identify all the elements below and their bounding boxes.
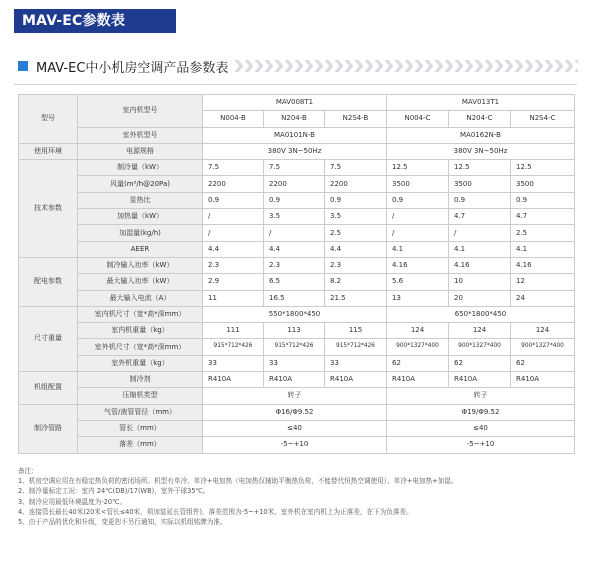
note-item: 4、连接管长最长40米(20米<管长≤40米，须加装延长管组件)，落差范围为-5~+10米，室外机在室内机上为正落差，在下为负落差。	[18, 507, 413, 516]
cell-value: 115	[325, 323, 387, 339]
cell-value: 111	[203, 323, 264, 339]
section-title-text: MAV-EC中小机房空调产品参数表	[36, 60, 229, 76]
chevron-icon	[254, 60, 263, 72]
chevron-icon	[494, 60, 503, 72]
cell-value: 33	[203, 355, 264, 371]
cell-value: 转子	[387, 388, 575, 404]
row-label: 制冷输入功率（kW）	[78, 257, 203, 273]
cell-value: 3.5	[325, 209, 387, 225]
table-row	[19, 420, 575, 436]
group-unit-config: 机组配置	[19, 372, 78, 405]
header-indoor-model: 室内机型号	[78, 95, 203, 128]
chevron-icon	[414, 60, 423, 72]
cell-value: 0.9	[203, 192, 264, 208]
row-label: 风量(m³/h@20Pa)	[78, 176, 203, 192]
group-tech: 技术参数	[19, 160, 78, 258]
row-label: 最大输入电流（A）	[78, 290, 203, 306]
row-label: 制冷剂	[78, 372, 203, 388]
sub-model: N204-C	[449, 111, 511, 127]
chevron-icon	[554, 60, 563, 72]
cell-value: 4.1	[511, 241, 575, 257]
note-item: 2、制冷量标定工况：室内 24℃(DB)/17(WB)，室外干球35℃。	[18, 487, 210, 496]
header-outdoor-model: 室外机型号	[78, 127, 203, 143]
cell-value: R410A	[387, 372, 449, 388]
chevron-icon	[264, 60, 273, 72]
table-row	[19, 388, 575, 404]
row-label: 气管/液管管径（mm）	[78, 404, 203, 420]
chevron-icon	[244, 60, 253, 72]
cell-value: 7.5	[264, 160, 325, 176]
chevron-icon	[524, 60, 533, 72]
chevron-icon	[474, 60, 483, 72]
cell-value: 550*1800*450	[203, 306, 387, 322]
cell-value: 转子	[203, 388, 387, 404]
chevron-icon	[444, 60, 453, 72]
chevron-icon	[544, 60, 553, 72]
row-label: 电源规格	[78, 143, 203, 159]
cell-value: 2.5	[511, 225, 575, 241]
cell-value: 380V 3N~50Hz	[387, 143, 575, 159]
note-item: 1、机房空调应用在有稳定热负荷的密闭场所。机型有单冷、单冷+电加热（电加热仅辅助平衡热负荷，不能替代恒热空调使用）、单冷+电加热+加湿。	[18, 477, 458, 486]
row-label: 最大输入功率（kW）	[78, 274, 203, 290]
cell-value: R410A	[264, 372, 325, 388]
chevron-icon	[364, 60, 373, 72]
cell-value: 3.5	[264, 209, 325, 225]
row-label: 室内机重量（kg）	[78, 323, 203, 339]
chevron-icon	[294, 60, 303, 72]
table-row	[19, 160, 575, 176]
chevron-icon	[384, 60, 393, 72]
table-row	[19, 95, 575, 111]
cell-value: R410A	[449, 372, 511, 388]
chevron-icon	[324, 60, 333, 72]
cell-value: 900*1327*400	[449, 339, 511, 355]
section-title	[18, 56, 578, 76]
chevron-decoration-icon	[234, 58, 578, 74]
row-label: 室内机尺寸（宽*高*深mm）	[78, 306, 203, 322]
notes	[18, 466, 578, 527]
cell-value: 10	[449, 274, 511, 290]
chevron-icon	[314, 60, 323, 72]
chevron-icon	[334, 60, 343, 72]
cell-value: R410A	[325, 372, 387, 388]
row-label: 落差（mm）	[78, 437, 203, 453]
chevron-icon	[374, 60, 383, 72]
cell-value: 4.7	[511, 209, 575, 225]
table-row	[19, 290, 575, 306]
chevron-icon	[564, 60, 573, 72]
cell-value: 24	[511, 290, 575, 306]
cell-value: 33	[325, 355, 387, 371]
spec-table	[18, 94, 575, 454]
row-label: 管长（mm）	[78, 420, 203, 436]
row-label: 室外机尺寸（宽*高*深mm）	[78, 339, 203, 355]
table-row	[19, 339, 575, 355]
cell-value: 13	[387, 290, 449, 306]
chevron-icon	[504, 60, 513, 72]
cell-value: 12	[511, 274, 575, 290]
group-size-weight: 尺寸重量	[19, 306, 78, 371]
table-row	[19, 355, 575, 371]
sub-model: N204-B	[264, 111, 325, 127]
cell-value: 11	[203, 290, 264, 306]
cell-value: /	[387, 209, 449, 225]
cell-value: 7.5	[203, 160, 264, 176]
table-row	[19, 372, 575, 388]
table-row	[19, 241, 575, 257]
cell-value: 2.9	[203, 274, 264, 290]
header-model: 型号	[19, 95, 78, 144]
cell-value: 16.5	[264, 290, 325, 306]
square-bullet-icon	[18, 61, 28, 71]
cell-value: 124	[511, 323, 575, 339]
cell-value: Φ16/Φ9.52	[203, 404, 387, 420]
cell-value: /	[449, 225, 511, 241]
cell-value: 0.9	[387, 192, 449, 208]
outdoor-model: MA0162N-B	[387, 127, 575, 143]
cell-value: 4.4	[264, 241, 325, 257]
cell-value: 380V 3N~50Hz	[203, 143, 387, 159]
table-row	[19, 274, 575, 290]
chevron-icon	[354, 60, 363, 72]
cell-value: 0.9	[449, 192, 511, 208]
sub-model: N2S4-B	[325, 111, 387, 127]
sub-model: N004-C	[387, 111, 449, 127]
table-row	[19, 127, 575, 143]
note-item: 5、由于产品的优化和升级，变更恕不另行通知，实际以机组铭牌为准。	[18, 518, 227, 527]
cell-value: R410A	[203, 372, 264, 388]
chevron-icon	[454, 60, 463, 72]
group-mav008t1: MAV008T1	[203, 95, 387, 111]
cell-value: 8.2	[325, 274, 387, 290]
cell-value: 62	[511, 355, 575, 371]
cell-value: 3500	[511, 176, 575, 192]
cell-value: /	[203, 225, 264, 241]
chevron-icon	[394, 60, 403, 72]
chevron-icon	[514, 60, 523, 72]
sub-model: N004-B	[203, 111, 264, 127]
cell-value: 4.4	[203, 241, 264, 257]
cell-value: 4.16	[511, 257, 575, 273]
cell-value: 2.5	[325, 225, 387, 241]
divider	[14, 84, 577, 85]
chevron-icon	[484, 60, 493, 72]
cell-value: 2.3	[264, 257, 325, 273]
note-item: 3、制冷应用最低环境温度为-20℃。	[18, 497, 127, 506]
cell-value: 5.6	[387, 274, 449, 290]
table-row	[19, 209, 575, 225]
chevron-icon	[424, 60, 433, 72]
chevron-icon	[234, 60, 243, 72]
cell-value: 21.5	[325, 290, 387, 306]
cell-value: 0.9	[325, 192, 387, 208]
cell-value: 12.5	[511, 160, 575, 176]
cell-value: 124	[387, 323, 449, 339]
row-label: 室外机重量（kg）	[78, 355, 203, 371]
cell-value: 33	[264, 355, 325, 371]
cell-value: 4.7	[449, 209, 511, 225]
cell-value: -5~+10	[387, 437, 575, 453]
cell-value: 7.5	[325, 160, 387, 176]
table-row	[19, 225, 575, 241]
cell-value: 4.16	[387, 257, 449, 273]
chevron-icon	[574, 60, 578, 72]
cell-value: 124	[449, 323, 511, 339]
outdoor-model: MA0101N-B	[203, 127, 387, 143]
cell-value: 113	[264, 323, 325, 339]
page-banner: MAV-EC参数表	[14, 9, 176, 33]
cell-value: 0.9	[264, 192, 325, 208]
cell-value: 915*712*426	[325, 339, 387, 355]
cell-value: Φ19/Φ9.52	[387, 404, 575, 420]
cell-value: 900*1327*400	[511, 339, 575, 355]
table-row	[19, 323, 575, 339]
table-row	[19, 404, 575, 420]
cell-value: 4.4	[325, 241, 387, 257]
chevron-icon	[344, 60, 353, 72]
cell-value: 650*1800*450	[387, 306, 575, 322]
cell-value: 3500	[387, 176, 449, 192]
chevron-icon	[534, 60, 543, 72]
cell-value: 62	[387, 355, 449, 371]
cell-value: R410A	[511, 372, 575, 388]
cell-value: ≤40	[203, 420, 387, 436]
table-row	[19, 257, 575, 273]
chevron-icon	[304, 60, 313, 72]
cell-value: /	[203, 209, 264, 225]
cell-value: 2200	[203, 176, 264, 192]
cell-value: 3500	[449, 176, 511, 192]
chevron-icon	[404, 60, 413, 72]
cell-value: -5~+10	[203, 437, 387, 453]
table-row	[19, 192, 575, 208]
cell-value: 20	[449, 290, 511, 306]
cell-value: ≤40	[387, 420, 575, 436]
cell-value: 900*1327*400	[387, 339, 449, 355]
row-label: AEER	[78, 241, 203, 257]
cell-value: 12.5	[449, 160, 511, 176]
cell-value: 2200	[325, 176, 387, 192]
cell-value: 2.3	[325, 257, 387, 273]
cell-value: 4.16	[449, 257, 511, 273]
cell-value: 62	[449, 355, 511, 371]
cell-value: 4.1	[387, 241, 449, 257]
table-row	[19, 143, 575, 159]
cell-value: 0.9	[511, 192, 575, 208]
table-row	[19, 437, 575, 453]
group-power: 配电参数	[19, 257, 78, 306]
cell-value: 915*712*426	[264, 339, 325, 355]
row-label: 加热量（kW）	[78, 209, 203, 225]
sub-model: N2S4-C	[511, 111, 575, 127]
cell-value: 4.1	[449, 241, 511, 257]
group-environment: 使用环境	[19, 143, 78, 159]
chevron-icon	[274, 60, 283, 72]
row-label: 加湿量(kg/h)	[78, 225, 203, 241]
cell-value: /	[387, 225, 449, 241]
cell-value: 2200	[264, 176, 325, 192]
cell-value: 915*712*426	[203, 339, 264, 355]
table-row	[19, 176, 575, 192]
group-mav013t1: MAV013T1	[387, 95, 575, 111]
row-label: 制冷量（kW）	[78, 160, 203, 176]
table-row	[19, 306, 575, 322]
chevron-icon	[284, 60, 293, 72]
cell-value: 6.5	[264, 274, 325, 290]
row-label: 压缩机类型	[78, 388, 203, 404]
group-piping: 制冷管路	[19, 404, 78, 453]
chevron-icon	[434, 60, 443, 72]
cell-value: 2.3	[203, 257, 264, 273]
cell-value: /	[264, 225, 325, 241]
row-label: 显热比	[78, 192, 203, 208]
notes-heading: 备注：	[18, 467, 38, 475]
chevron-icon	[464, 60, 473, 72]
cell-value: 12.5	[387, 160, 449, 176]
